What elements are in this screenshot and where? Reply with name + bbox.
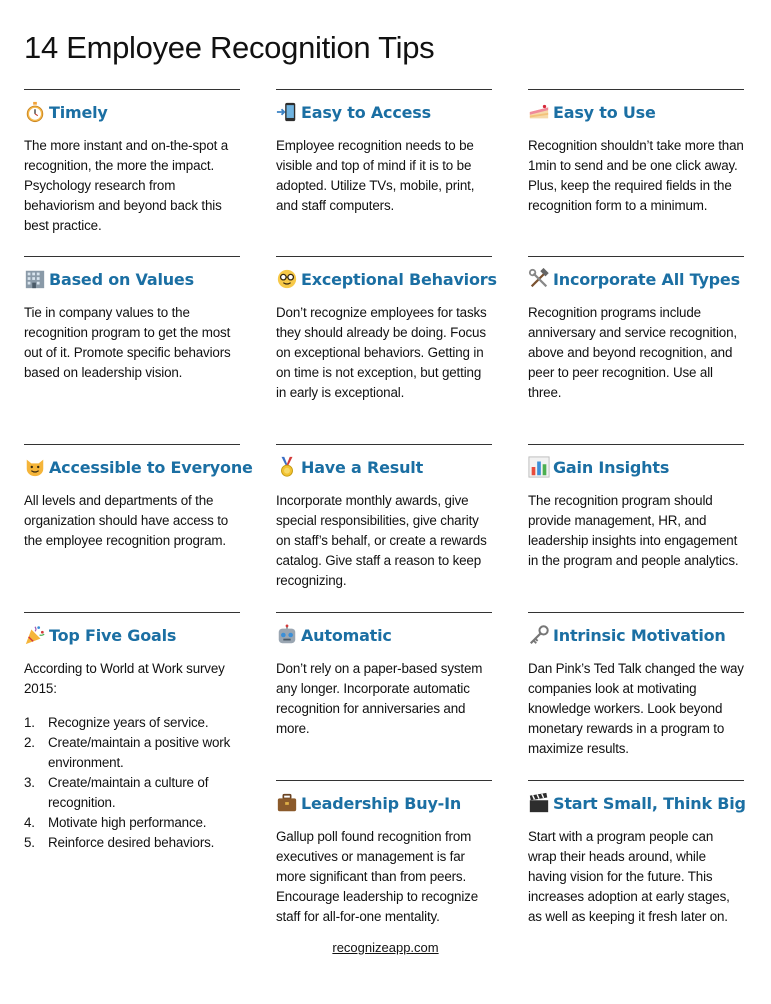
tip-title: Accessible to Everyone (49, 457, 253, 477)
medal-icon (276, 456, 298, 478)
tip-title: Gain Insights (553, 457, 670, 477)
tip-body: All levels and departments of the organization should have access to the employee recognition program. (24, 493, 229, 548)
tip-body: Employee recognition needs to be visible and top of mind if it is to be adopted. Utilize TVs, mobile, print, and staff computers. (276, 138, 475, 213)
divider (528, 89, 744, 90)
key-icon (528, 624, 550, 646)
goals-intro: According to World at Work survey 2015: (24, 661, 225, 696)
divider (276, 612, 492, 613)
tip-title: Automatic (301, 625, 392, 645)
tip-title: Easy to Access (301, 102, 431, 122)
tip-title: Intrinsic Motivation (553, 625, 726, 645)
tip-title: Have a Result (301, 457, 424, 477)
tip-title: Based on Values (49, 269, 194, 289)
list-item: 5. Reinforce desired behaviors. (24, 835, 215, 850)
tip-accessible-to-everyone (24, 444, 253, 551)
tip-top-five-goals (24, 612, 240, 853)
hammer-wrench-icon (528, 268, 550, 290)
footer-link[interactable]: recognizeapp.com (332, 940, 439, 955)
clapperboard-icon (528, 792, 550, 814)
divider (24, 612, 240, 613)
tip-body: Dan Pink’s Ted Talk changed the way companies look at motivating knowledge workers. Look beyond monetary rewards in a program to maximize results. (528, 661, 744, 756)
bar-chart-icon (528, 456, 550, 478)
nerd-face-icon (276, 268, 298, 290)
divider (528, 256, 744, 257)
tip-body: Don’t recognize employees for tasks they should already be doing. Focus on exceptional behaviors. Getting in on time is not exception, but getting in early is exceptional. (276, 305, 487, 400)
tip-title: Incorporate All Types (553, 269, 740, 289)
tip-body: Gallup poll found recognition from executives or management is far more significant than from peers. Encourage leadership to recognize staff for all-for-one mentality. (276, 829, 478, 924)
tip-timely (24, 89, 240, 236)
tip-body: Tie in company values to the recognition program to get the most out of it. Promote specific behaviors based on leadership vision. (24, 305, 231, 380)
list-item: 2. Create/maintain a positive work environment. (24, 735, 231, 770)
tip-body: Recognition shouldn’t take more than 1min to send and be one click away. Plus, keep the required fields in the recognition form to a minimum. (528, 138, 744, 213)
tip-leadership-buy-in (276, 780, 492, 927)
tip-intrinsic-motivation (528, 612, 744, 759)
divider (528, 780, 744, 781)
list-item: 1. Recognize years of service. (24, 715, 209, 730)
tip-body: The more instant and on-the-spot a recognition, the more the impact. Psychology research from behaviorism and beyond back this best practice. (24, 138, 229, 233)
tip-title: Top Five Goals (49, 625, 177, 645)
divider (528, 612, 744, 613)
tip-title: Leadership Buy-In (301, 793, 462, 813)
tip-easy-to-use (528, 89, 744, 216)
divider (276, 256, 492, 257)
page-title: 14 Employee Recognition Tips (24, 30, 435, 65)
divider (24, 89, 240, 90)
cake-icon (528, 101, 550, 123)
tip-body: The recognition program should provide management, HR, and leadership insights into engagement in the program and people analytics. (528, 493, 739, 568)
tip-body: Start with a program people can wrap their heads around, while having vision for the future. This increases adoption at early stages, as well as keeping it fresh later on. (528, 829, 730, 924)
tip-title: Timely (49, 102, 108, 122)
divider (24, 256, 240, 257)
tip-based-on-values (24, 256, 240, 383)
divider (24, 444, 240, 445)
tip-body: Recognition programs include anniversary and service recognition, above and beyond recognition, and peer to peer recognition. Use all three. (528, 305, 737, 400)
tip-title: Exceptional Behaviors (301, 269, 497, 289)
robot-icon (276, 624, 298, 646)
tip-start-small-think-big (528, 780, 744, 927)
party-popper-icon (24, 624, 46, 646)
list-item: 3. Create/maintain a culture of recognition. (24, 775, 209, 810)
tip-easy-to-access (276, 89, 492, 216)
briefcase-icon (276, 792, 298, 814)
mobile-arrow-icon (276, 101, 298, 123)
tip-gain-insights (528, 444, 744, 571)
divider (276, 780, 492, 781)
stopwatch-icon (24, 101, 46, 123)
divider (276, 444, 492, 445)
tip-exceptional-behaviors (276, 256, 497, 403)
tip-automatic (276, 612, 492, 739)
divider (528, 444, 744, 445)
tip-body: Incorporate monthly awards, give special responsibilities, give charity on staff’s behalf, or create a rewards catalog. Give staff a reason to keep recognizing. (276, 493, 487, 588)
goals-list (24, 713, 240, 853)
list-item: 4. Motivate high performance. (24, 815, 207, 830)
tip-have-a-result (276, 444, 492, 591)
tip-body: Don’t rely on a paper-based system any longer. Incorporate automatic recognition for anniversaries and more. (276, 661, 483, 736)
footer (0, 940, 771, 955)
tip-title: Start Small, Think Big (553, 793, 746, 813)
divider (276, 89, 492, 90)
tip-incorporate-all-types (528, 256, 744, 403)
smiling-cat-icon (24, 456, 46, 478)
tip-title: Easy to Use (553, 102, 656, 122)
office-building-icon (24, 268, 46, 290)
